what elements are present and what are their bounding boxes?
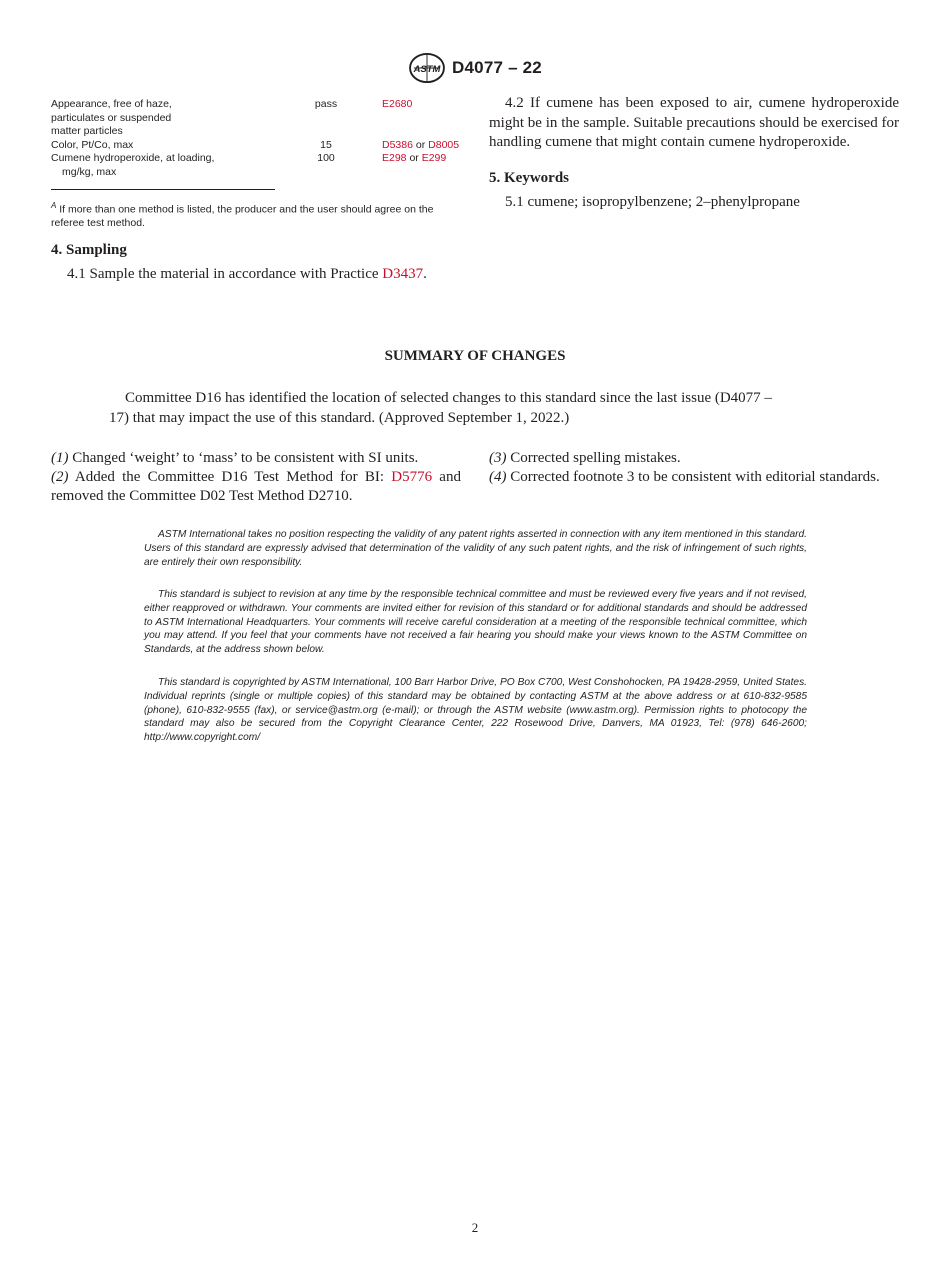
- change-number: (2): [51, 469, 69, 485]
- section-heading-keywords: 5. Keywords: [489, 169, 569, 186]
- footnote-mark: A: [51, 200, 57, 210]
- method-link[interactable]: E2680: [382, 98, 413, 110]
- table-row: [51, 152, 463, 179]
- change-text: Corrected spelling mistakes.: [510, 450, 681, 466]
- summary-intro-line: 17) that may impact the use of this standard. (Approved September 1, 2022.): [109, 409, 570, 426]
- summary-title: SUMMARY OF CHANGES: [384, 348, 566, 364]
- page-number: 2: [471, 1220, 479, 1235]
- paragraph-text: 4.1 Sample the material in accordance with Practice: [67, 266, 383, 283]
- revision-notice: This standard is subject to revision at any time by the responsible technical committee and must be reviewed every five years and if not revised, either reapproved or withdrawn. Your comments are invited either for revision of this standard or for additional standards and should be addressed to ASTM International Headquarters. Your comments will receive careful consideration at a meeting of the responsible technical committee, which you may attend. If you feel that your comments have not received a fair hearing you should make your views known to the ASTM Committee on Standards, at the address shown below.: [144, 589, 807, 656]
- property-text: Cumene hydroperoxide, at loading,: [51, 152, 215, 165]
- changes-right-column: [489, 449, 899, 487]
- paragraph-4-2: 4.2 If cumene has been exposed to air, cumene hydroperoxide might be in the sample. Suitable precautions should be exercised for handling cumene that might contain cumene hydroperoxide.: [489, 95, 899, 150]
- property-text: Color, Pt/Co, max: [51, 138, 134, 151]
- property-text: mg/kg, max: [62, 165, 117, 178]
- left-column: [51, 98, 463, 285]
- property-cell: [51, 152, 286, 179]
- value-cell: 15: [320, 138, 332, 151]
- astm-logo-text: ASTM: [413, 62, 441, 74]
- value-cell: pass: [314, 98, 338, 110]
- property-text: Appearance, free of haze,: [51, 98, 172, 110]
- change-number: (1): [51, 450, 69, 466]
- method-link[interactable]: E298: [382, 152, 407, 165]
- document-id: D4077 – 22: [452, 58, 542, 77]
- paragraph-text: .: [423, 266, 427, 283]
- changes-left-column: [51, 449, 461, 506]
- table-footnote: [51, 199, 463, 231]
- paragraph-5-1: 5.1 cumene; isopropylbenzene; 2–phenylpropane: [505, 193, 800, 210]
- method-cell: [382, 152, 463, 179]
- property-text: particulates or suspended: [51, 111, 172, 124]
- copyright-notice: This standard is copyrighted by ASTM International, 100 Barr Harbor Drive, PO Box C700, West Conshohocken, PA 19428-2959, United States. Individual reprints (single or multiple copies) of this standard may be obtained by contacting ASTM at the above address or at 610-832-9585 (phone), 610-832-9555 (fax), or service@astm.org (e-mail); or through the ASTM website (www.astm.org). Permission rights to photocopy the standard may also be secured from the Copyright Clearance Center, 222 Rosewood Drive, Danvers, MA 01923, Tel: (978) 646-2600; http://www.copyright.com/: [144, 677, 807, 744]
- specification-table: [51, 98, 463, 180]
- table-divider: [51, 189, 275, 190]
- paragraph-4-1: [51, 265, 463, 285]
- section-heading-sampling: 4. Sampling: [51, 242, 127, 259]
- summary-intro-line: Committee D16 has identified the location of selected changes to this standard since the last issue (D4077 –: [125, 390, 772, 406]
- method-link[interactable]: E299: [421, 152, 447, 165]
- change-text: and removed the Committee D02 Test Method D2710.: [51, 469, 461, 504]
- change-text: Changed ‘weight’ to ‘mass’ to be consistent with SI units.: [72, 450, 419, 466]
- method-cell: [382, 98, 463, 139]
- method-cell: [382, 139, 463, 153]
- page-header: [0, 52, 950, 89]
- change-item: [489, 449, 899, 468]
- reference-link-d3437[interactable]: D3437: [382, 266, 424, 283]
- patent-notice: ASTM International takes no position respecting the validity of any patent rights asserted in connection with any item mentioned in this standard. Users of this standard are expressly advised that determination of the validity of any such patent rights, and the risk of infringement of such rights, are entirely their own responsibility.: [144, 529, 807, 568]
- summary-intro: [109, 389, 841, 428]
- property-cell: [51, 139, 286, 153]
- change-item: [51, 449, 461, 468]
- change-item: [489, 468, 899, 487]
- value-cell: 100: [317, 152, 335, 165]
- table-row: [51, 139, 463, 153]
- table-row: [51, 98, 463, 139]
- astm-logo-icon: [408, 52, 446, 84]
- method-joiner: or: [415, 138, 426, 151]
- method-link[interactable]: D5386: [382, 138, 413, 151]
- change-number: (4): [489, 469, 507, 485]
- method-joiner: or: [409, 152, 419, 165]
- change-text: Added the Committee D16 Test Method for BI:: [74, 469, 392, 485]
- property-text: matter particles: [51, 125, 123, 138]
- method-link[interactable]: D8005: [428, 138, 460, 151]
- change-number: (3): [489, 450, 507, 466]
- right-column: [489, 94, 899, 212]
- change-item: [51, 468, 461, 506]
- footnote-text: If more than one method is listed, the producer and the user should agree on the referee test method.: [51, 203, 434, 230]
- change-text: Corrected footnote 3 to be consistent with editorial standards.: [510, 469, 880, 485]
- reference-link-d5776[interactable]: D5776: [391, 469, 433, 485]
- property-cell: [51, 98, 286, 139]
